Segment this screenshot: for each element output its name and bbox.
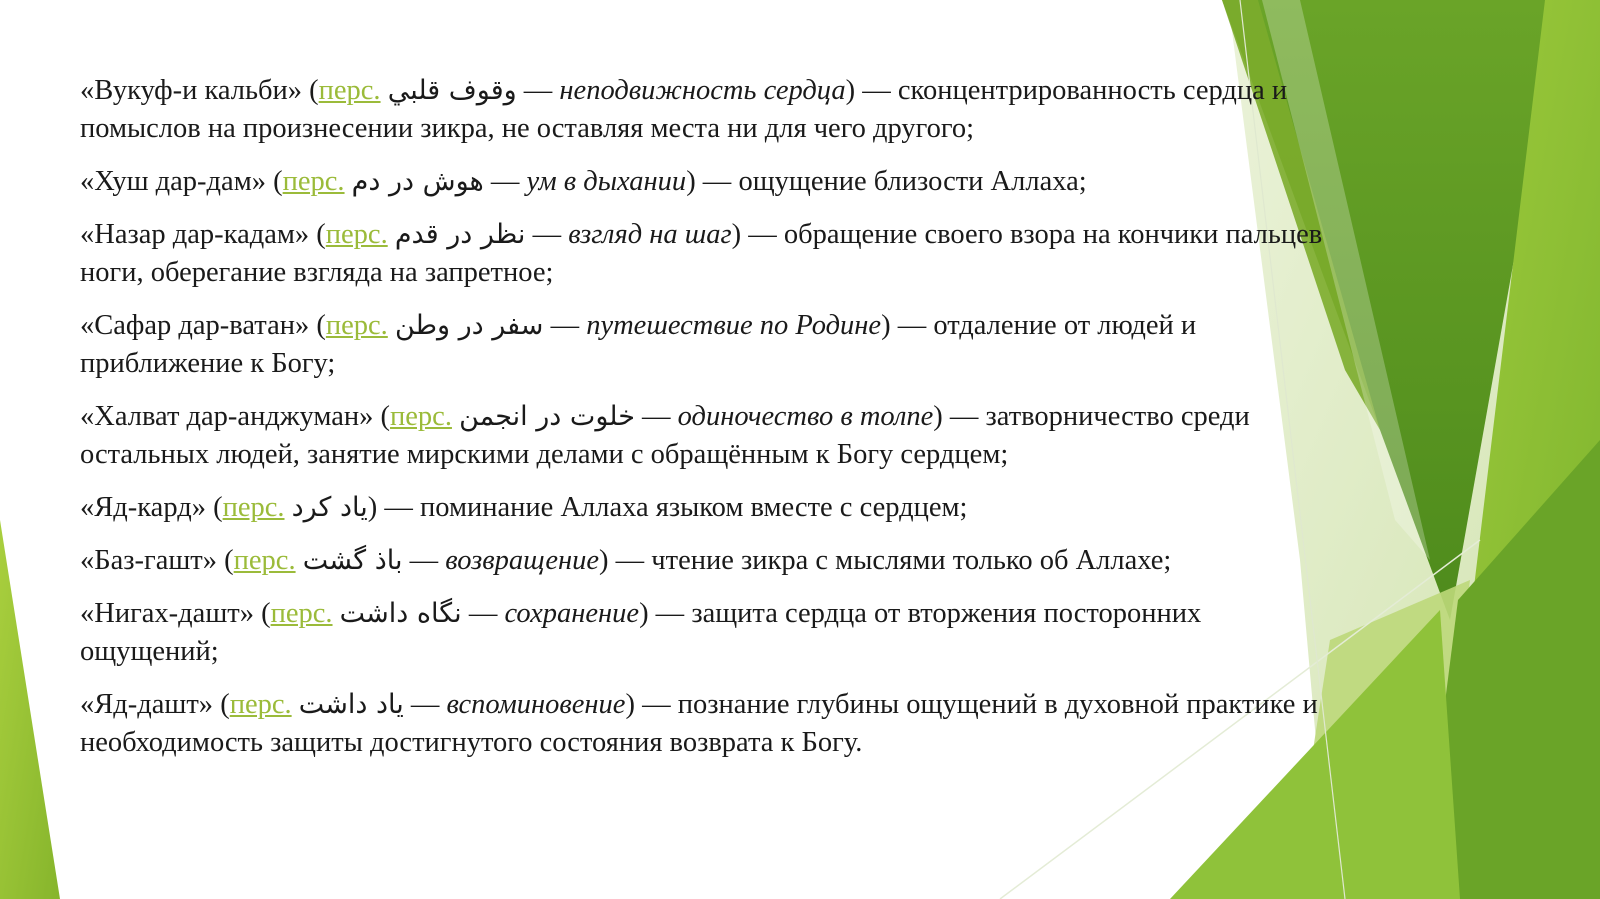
translation: ум в дыхании <box>526 166 687 197</box>
lang-link[interactable]: перс. <box>325 310 388 341</box>
definition: чтение зикра с мыслями только об Аллахе; <box>651 545 1172 576</box>
original-script: باذ گشت <box>302 545 403 576</box>
definition: поминание Аллаха языком вместе с сердцем; <box>420 492 968 523</box>
entry-nazar: «Назар дар-кадам» (перс. نظر در قدم — взгляд на шаг) — обращение своего взора на кончики пальцев ноги, оберегание взгляда на запретное; <box>80 219 1323 288</box>
translation: одиночество в толпе <box>677 401 934 432</box>
entry-baz-gasht: «Баз-гашт» (перс. باذ گشت — возвращение) — чтение зикра с мыслями только об Аллахе; <box>80 545 1172 576</box>
term: «Яд-дашт» <box>80 689 214 720</box>
lang-link[interactable]: перс. <box>318 75 381 106</box>
translation: вспоминовение <box>446 689 626 720</box>
entry-vukuf: «Вукуф-и кальби» (перс. وقوف قلبي — неподвижность сердца) — сконцентрированность сердца и помыслов на произнесении зикра, не оставляя места ни для чего другого; <box>80 75 1288 144</box>
translation: путешествие по Родине <box>586 310 882 341</box>
lang-link[interactable]: перс. <box>222 492 285 523</box>
term: «Хуш дар-дам» <box>80 166 266 197</box>
entry-khalvat: «Халват дар-анджуман» (перс. خلوت در انجمن — одиночество в толпе) — затворничество среди остальных людей, занятие мирскими делами с обращённым к Богу сердцем; <box>80 401 1250 470</box>
original-script: وقوف قلبي <box>387 75 517 106</box>
content-body <box>80 72 1340 777</box>
term: «Вукуф-и кальби» <box>80 75 302 106</box>
entry-safar: «Сафар дар-ватан» (перс. سفر در وطن — путешествие по Родине) — отдаление от людей и приближение к Богу; <box>80 310 1197 379</box>
original-script: نظر در قدم <box>394 219 526 250</box>
original-script: ياد داشت <box>298 689 404 720</box>
lang-link[interactable]: перс. <box>270 598 333 629</box>
translation: неподвижность сердца <box>559 75 846 106</box>
lang-link[interactable]: перс. <box>390 401 452 432</box>
lang-link[interactable]: перс. <box>325 219 388 250</box>
translation: сохранение <box>504 598 640 629</box>
original-script: هوش در دم <box>351 166 484 197</box>
definition: сконцентрированность сердца и помыслов на произнесении зикра, не оставляя места ни для чего другого; <box>80 75 1288 144</box>
translation: взгляд на шаг <box>568 219 732 250</box>
entry-yad-dasht: «Яд-дашт» (перс. ياد داشت — вспоминовение) — познание глубины ощущений в духовной практике и необходимость защиты достигнутого состояния возврата к Богу. <box>80 689 1318 758</box>
term: «Баз-гашт» <box>80 545 218 576</box>
entry-yad-kard: «Яд-кард» (перс. ياد كرد) — поминание Аллаха языком вместе с сердцем; <box>80 492 968 523</box>
left-facet <box>0 520 60 899</box>
definition: ощущение близости Аллаха; <box>738 166 1087 197</box>
definition: отдаление от людей и приближение к Богу; <box>80 310 1197 379</box>
term: «Яд-кард» <box>80 492 206 523</box>
original-script: سفر در وطن <box>394 310 544 341</box>
definition: затворничество среди остальных людей, занятие мирскими делами с обращённым к Богу сердцем; <box>80 401 1250 470</box>
translation: возвращение <box>445 545 600 576</box>
original-script: ياد كرد <box>291 492 368 523</box>
lang-link[interactable]: перс. <box>229 689 292 720</box>
lang-link[interactable]: перс. <box>282 166 345 197</box>
original-script: نگاه داشت <box>339 598 462 629</box>
definition: познание глубины ощущений в духовной практике и необходимость защиты достигнутого состояния возврата к Богу. <box>80 689 1318 758</box>
entry-nigakh-dasht: «Нигах-дашт» (перс. نگاه داشت — сохранение) — защита сердца от вторжения посторонних ощущений; <box>80 598 1202 667</box>
term: «Сафар дар-ватан» <box>80 310 310 341</box>
definition: защита сердца от вторжения посторонних ощущений; <box>80 598 1202 667</box>
term: «Назар дар-кадам» <box>80 219 310 250</box>
term: «Нигах-дашт» <box>80 598 254 629</box>
original-script: خلوت در انجمن <box>459 401 635 432</box>
definition: обращение своего взора на кончики пальцев ноги, оберегание взгляда на запретное; <box>80 219 1323 288</box>
entry-khush: «Хуш дар-дам» (перс. هوش در دم — ум в дыхании) — ощущение близости Аллаха; <box>80 166 1087 197</box>
lang-link[interactable]: перс. <box>233 545 296 576</box>
term: «Халват дар-анджуман» <box>80 401 374 432</box>
